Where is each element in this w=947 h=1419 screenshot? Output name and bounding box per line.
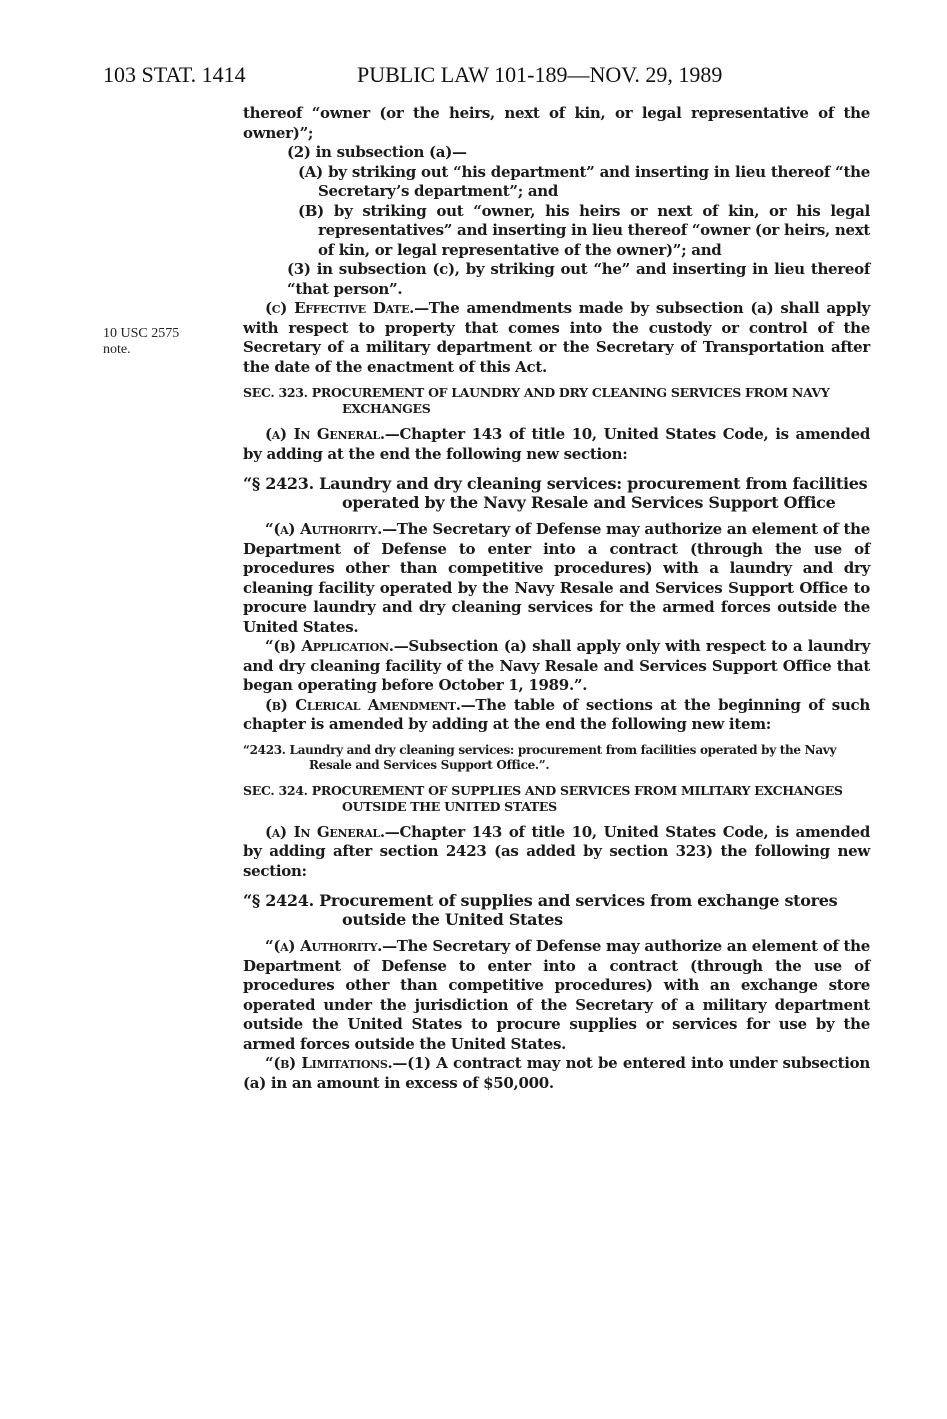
limitations-paragraph: [243, 1054, 870, 1093]
paragraph-heading: “(a) Authority.: [265, 520, 383, 538]
subclause-b: (B) by striking out “owner, his heirs or next of kin, or his legal representatives” and inserting in lieu thereof “owner (or heirs, next of kin, or legal representative of the owner)”; and: [298, 201, 870, 259]
paragraph-heading: “(a) Authority.: [265, 937, 383, 955]
authority-paragraph: [243, 937, 870, 1054]
statute-body: [243, 104, 870, 1093]
authority-paragraph: [243, 520, 870, 637]
stat-page-number: 103 STAT. 1414: [103, 62, 246, 87]
clause-3: (3) in subsection (c), by striking out “he” and inserting in lieu thereof “that person”.: [287, 260, 870, 298]
paragraph-text: —The amendments made by subsection (a) shall apply with respect to property that comes into the custody or control of the Secretary of a military department or the Secretary of Transportation after the date of the enactment of this Act.: [243, 299, 870, 376]
margin-note-line: note.: [103, 342, 131, 357]
paragraph-text: —(1) A contract may not be entered into under subsection (a) in an amount in excess of $50,000.: [243, 1054, 870, 1092]
application-paragraph: [243, 637, 870, 696]
paragraph-text: —The Secretary of Defense may authorize an element of the Department of Defense to enter into a contract (through the use of procedures other than competitive procedures) with a laundry and dry cleaning facility operated by the Navy Resale and Services Support Office to procure laundry and dry cleaning services for the armed forces outside the United States.: [243, 520, 870, 636]
effective-date-paragraph: [243, 299, 870, 377]
paragraph-heading: (a) In General.: [265, 822, 385, 841]
table-of-sections-item: “2423. Laundry and dry cleaning services: procurement from facilities operated by the Navy Resale and Services Support Office.”.: [243, 742, 837, 772]
section-2423-heading: “§ 2423. Laundry and dry cleaning services: procurement from facilities operated by the Navy Resale and Services Support Office: [243, 474, 868, 512]
subclause-a: (A) by striking out “his department” and inserting in lieu thereof “the Secretary’s department”; and: [298, 162, 870, 200]
public-law-title: PUBLIC LAW 101-189—NOV. 29, 1989: [357, 62, 723, 87]
continued-paragraph: thereof “owner (or the heirs, next of kin, or legal representative of the owner)”;: [243, 104, 870, 142]
paragraph-text: —The Secretary of Defense may authorize an element of the Department of Defense to enter into a contract (through the use of procedures other than competitive procedures) with an exchange store operated under the jurisdiction of the Secretary of a military department outside the United States to procure supplies or services for use by the armed forces outside the United States.: [243, 937, 870, 1053]
clerical-amendment-paragraph: [243, 696, 870, 735]
paragraph-heading: (a) In General.: [265, 425, 385, 443]
paragraph-heading: (b) Clerical Amendment.: [265, 695, 461, 714]
section-2424-heading: “§ 2424. Procurement of supplies and services from exchange stores outside the United States: [243, 891, 838, 929]
margin-note-line: 10 USC 2575: [103, 326, 180, 341]
section-323-heading: SEC. 323. PROCUREMENT OF LAUNDRY AND DRY CLEANING SERVICES FROM NAVY EXCHANGES: [243, 385, 830, 416]
paragraph-heading: “(b) Limitations.: [265, 1054, 393, 1072]
margin-citation-note: [103, 326, 179, 358]
in-general-paragraph: [243, 823, 870, 882]
paragraph-heading: (c) Effective Date.: [265, 299, 415, 317]
paragraph-text: —Subsection (a) shall apply only with respect to a laundry and dry cleaning facility of the Navy Resale and Services Support Office that began operating before October 1, 1989.”.: [243, 637, 870, 694]
paragraph-text: —The table of sections at the beginning of such chapter is amended by adding at the end the following new item:: [243, 695, 870, 733]
in-general-paragraph: [243, 425, 870, 464]
paragraph-text: —Chapter 143 of title 10, United States Code, is amended by adding after section 2423 (as added by section 323) the following new section:: [243, 822, 871, 880]
paragraph-text: —Chapter 143 of title 10, United States Code, is amended by adding at the end the following new section:: [243, 425, 871, 463]
section-324-heading: SEC. 324. PROCUREMENT OF SUPPLIES AND SERVICES FROM MILITARY EXCHANGES OUTSIDE THE UNITED STATES: [243, 782, 843, 814]
paragraph-heading: “(b) Application.: [265, 637, 394, 655]
clause-2: (2) in subsection (a)—: [287, 143, 467, 161]
